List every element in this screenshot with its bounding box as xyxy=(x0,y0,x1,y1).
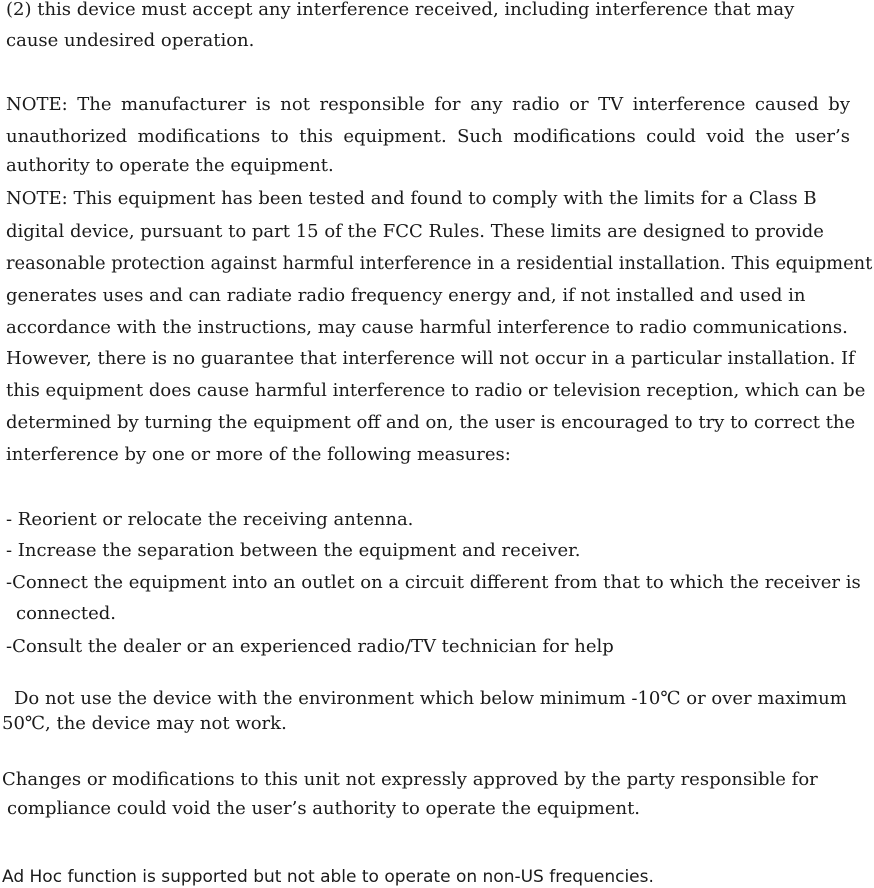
measure-item-2: - Increase the separation between the equipment and receiver. xyxy=(6,540,581,561)
intro-line-1: (2) this device must accept any interference received, including interference that may xyxy=(6,0,795,20)
note1-line-3: authority to operate the equipment. xyxy=(6,155,334,176)
note2-line-5: accordance with the instructions, may cause harmful interference to radio communications. xyxy=(6,317,848,338)
adhoc-line: Ad Hoc function is supported but not able to operate on non-US frequencies. xyxy=(2,867,654,887)
intro-line-2: cause undesired operation. xyxy=(6,30,255,51)
note1-line-1: NOTE: The manufacturer is not responsible for any radio or TV interference caused by xyxy=(6,94,850,115)
note2-line-9: interference by one or more of the following measures: xyxy=(6,444,511,465)
temperature-line-2: 50℃, the device may not work. xyxy=(2,713,287,734)
temperature-line-1: Do not use the device with the environment which below minimum -10℃ or over maximum xyxy=(14,688,847,709)
note2-line-4: generates uses and can radiate radio frequency energy and, if not installed and used in xyxy=(6,285,806,306)
note2-line-8: determined by turning the equipment off and on, the user is encouraged to try to correct the xyxy=(6,412,856,433)
note2-line-6: However, there is no guarantee that interference will not occur in a particular installation. If xyxy=(6,348,855,369)
note2-line-2: digital device, pursuant to part 15 of the FCC Rules. These limits are designed to provide xyxy=(6,221,824,242)
note2-line-3: reasonable protection against harmful interference in a residential installation. This equipment xyxy=(6,253,873,274)
measure-item-1: - Reorient or relocate the receiving antenna. xyxy=(6,509,414,530)
note1-line-2: unauthorized modifications to this equipment. Such modifications could void the user’s xyxy=(6,126,850,147)
note2-line-1: NOTE: This equipment has been tested and found to comply with the limits for a Class B xyxy=(6,188,817,209)
measure-item-3-line-2: connected. xyxy=(16,603,116,624)
changes-line-1: Changes or modifications to this unit not expressly approved by the party responsible for xyxy=(2,769,818,790)
note2-line-7: this equipment does cause harmful interference to radio or television reception, which can be xyxy=(6,380,866,401)
measure-item-3-line-1: -Connect the equipment into an outlet on a circuit different from that to which the receiver is xyxy=(6,572,861,593)
measure-item-4: -Consult the dealer or an experienced radio/TV technician for help xyxy=(6,636,614,657)
changes-line-2: compliance could void the user’s authority to operate the equipment. xyxy=(7,798,641,819)
